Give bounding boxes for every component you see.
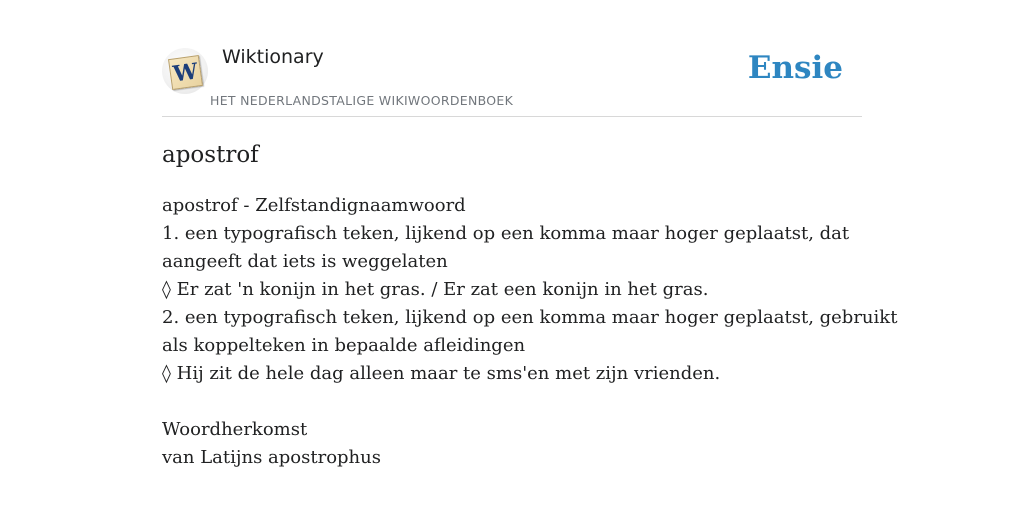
entry-body bbox=[162, 192, 898, 472]
sense-2-line-1: 2. een typografisch teken, lijkend op een komma maar hoger geplaatst, gebruikt bbox=[162, 307, 898, 328]
example-2: ◊ Hij zit de hele dag alleen maar te sms'en met zijn vrienden. bbox=[162, 363, 721, 384]
part-of-speech: apostrof - Zelfstandignaamwoord bbox=[162, 195, 466, 216]
wiktionary-logo-icon[interactable] bbox=[162, 48, 208, 94]
site-header bbox=[162, 40, 862, 117]
etymology-heading: Woordherkomst bbox=[162, 419, 308, 440]
spacer bbox=[162, 388, 862, 416]
sense-1-line-1: 1. een typografisch teken, lijkend op een komma maar hoger geplaatst, dat bbox=[162, 223, 850, 244]
example-1: ◊ Er zat 'n konijn in het gras. / Er zat een konijn in het gras. bbox=[162, 279, 709, 300]
entry-title: apostrof bbox=[162, 142, 259, 168]
logo-tile bbox=[168, 55, 203, 90]
sense-2-line-2: als koppelteken in bepaalde afleidingen bbox=[162, 335, 526, 356]
etymology-text: van Latijns apostrophus bbox=[162, 447, 381, 468]
logo-letter: W bbox=[171, 58, 200, 88]
entry-content bbox=[162, 138, 898, 468]
sense-1-line-2: aangeeft dat iets is weggelaten bbox=[162, 251, 448, 272]
ensie-brand-link[interactable]: Ensie bbox=[747, 50, 843, 86]
site-name[interactable]: Wiktionary bbox=[222, 46, 324, 68]
site-tagline: HET NEDERLANDSTALIGE WIKIWOORDENBOEK bbox=[210, 93, 514, 108]
